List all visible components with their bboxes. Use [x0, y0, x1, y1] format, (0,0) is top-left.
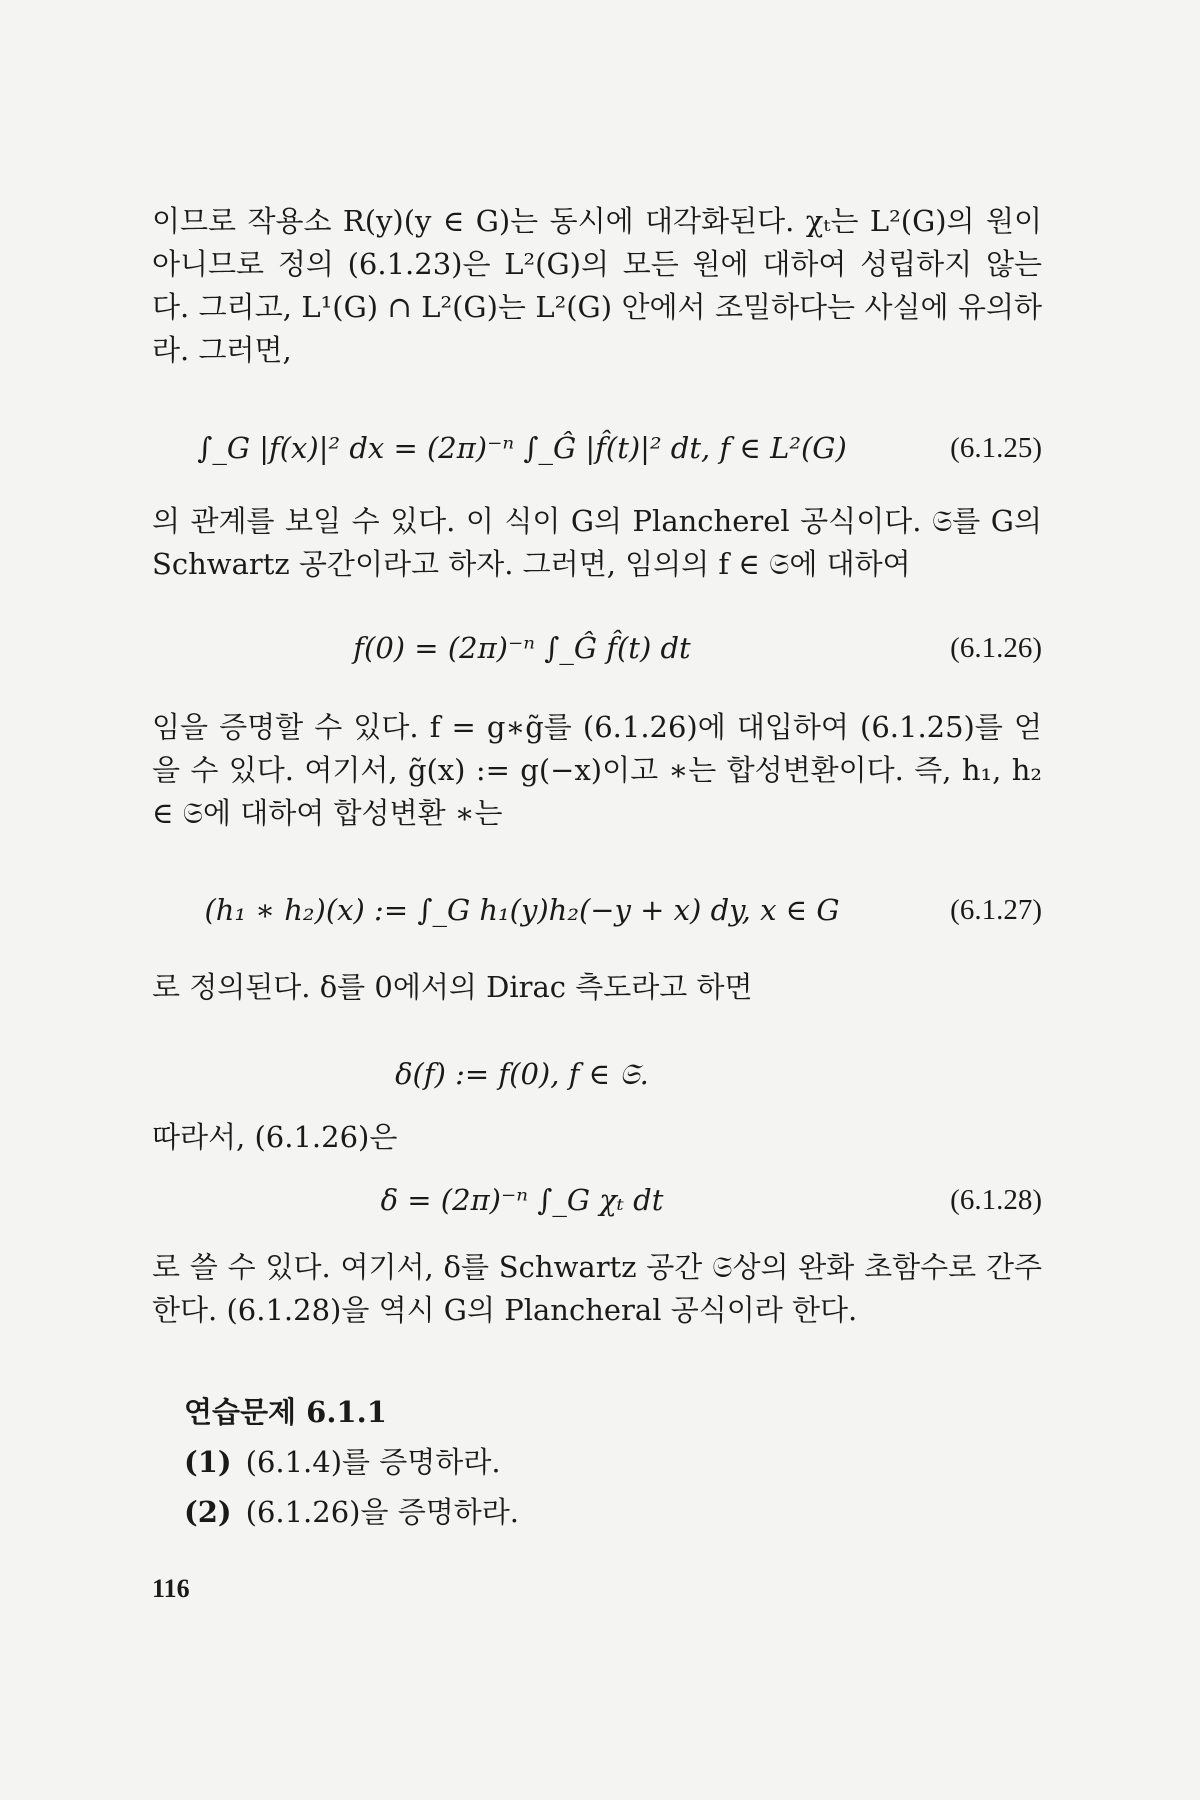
exercise-text: (6.1.26)을 증명하라.: [245, 1495, 519, 1529]
equation-body: (h₁ ∗ h₂)(x) := ∫_G h₁(y)h₂(−y + x) dy, x ∈ G: [204, 893, 840, 927]
equation-number: (6.1.26): [950, 632, 1042, 664]
equation-6-1-27: [152, 880, 1042, 940]
equation-6-1-26: [152, 618, 1042, 678]
equation-6-1-28: [152, 1170, 1042, 1230]
page-number: 116: [152, 1574, 190, 1603]
paragraph-therefore: 따라서, (6.1.26)은: [152, 1120, 398, 1154]
paragraph-intro: 이므로 작용소 R(y)(y ∈ G)는 동시에 대각화된다. χₜ는 L²(G)의 원이 아니므로 정의 (6.1.23)은 L²(G)의 모든 원에 대하여 성립하지 않는다. 그리고, L¹(G) ∩ L²(G)는 L²(G) 안에서 조밀하다는 사실에 유의하라. 그러면,: [152, 204, 1042, 367]
equation-body: ∫_G |f(x)|² dx = (2π)⁻ⁿ ∫_Ĝ |f̂(t)|² dt, f ∈ L²(G): [197, 431, 847, 465]
equation-delta-definition: [152, 1044, 1042, 1104]
equation-number: (6.1.25): [950, 432, 1042, 464]
paragraph-distribution: 로 쓸 수 있다. 여기서, δ를 Schwartz 공간 𝔖상의 완화 초함수로 간주한다. (6.1.28)을 역시 G의 Plancheral 공식이라 한다.: [152, 1250, 1042, 1327]
paragraph-dirac: 로 정의된다. δ를 0에서의 Dirac 측도라고 하면: [152, 970, 753, 1004]
exercise-item: [184, 1490, 519, 1531]
equation-body: δ(f) := f(0), f ∈ 𝔖.: [395, 1057, 649, 1091]
exercise-title: 연습문제 6.1.1: [184, 1395, 387, 1429]
equation-number: (6.1.27): [950, 894, 1042, 926]
paragraph-convolution: 임을 증명할 수 있다. f = g∗g̃를 (6.1.26)에 대입하여 (6.1.25)를 얻을 수 있다. 여기서, g̃(x) := g(−x)이고 ∗는 합성변환이다. 즉, h₁, h₂ ∈ 𝔖에 대하여 합성변환 ∗는: [152, 710, 1042, 830]
exercise-item: [184, 1440, 501, 1481]
equation-body: f(0) = (2π)⁻ⁿ ∫_Ĝ f̂(t) dt: [353, 631, 691, 665]
equation-6-1-25: [152, 418, 1042, 478]
equation-number: (6.1.28): [950, 1184, 1042, 1216]
exercise-text: (6.1.4)를 증명하라.: [245, 1445, 501, 1479]
exercise-number: (2): [184, 1495, 232, 1529]
equation-body: δ = (2π)⁻ⁿ ∫_G χₜ dt: [380, 1183, 664, 1217]
paragraph-plancherel: 의 관계를 보일 수 있다. 이 식이 G의 Plancherel 공식이다. 𝔖를 G의 Schwartz 공간이라고 하자. 그러면, 임의의 f ∈ 𝔖에 대하여: [152, 504, 1042, 581]
exercise-number: (1): [184, 1445, 232, 1479]
